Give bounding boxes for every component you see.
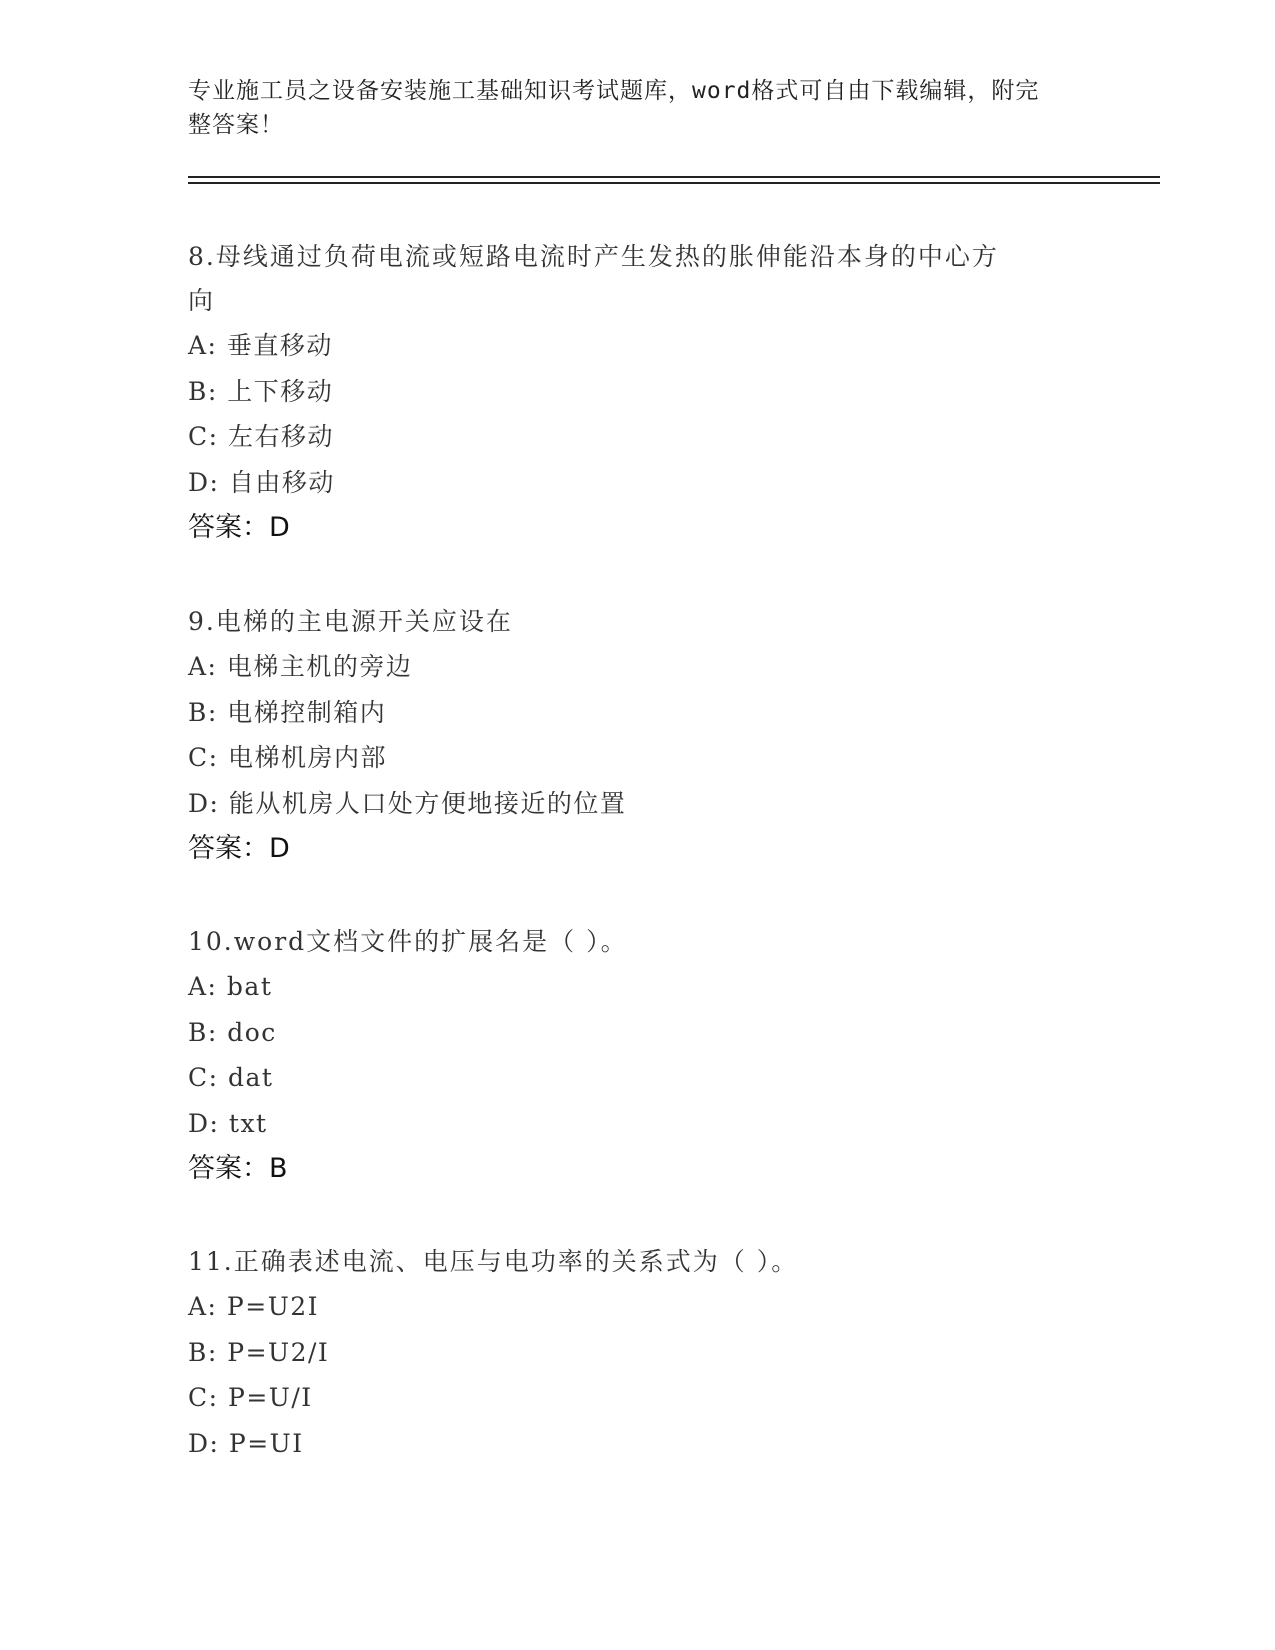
option-b: B: 电梯控制箱内 <box>188 697 387 727</box>
question-stem: 9.电梯的主电源开关应设在 <box>188 607 513 636</box>
option-d: D: txt <box>188 1108 268 1138</box>
option-d: D: 能从机房人口处方便地接近的位置 <box>188 788 627 818</box>
option-d: D: P=UI <box>188 1428 304 1458</box>
question-stem-continued: 向 <box>188 286 216 315</box>
question-stem: 10.word文档文件的扩展名是（ ）。 <box>188 927 628 956</box>
header-line-2: 整答案！ <box>188 112 284 138</box>
header-divider-bottom <box>188 182 1160 184</box>
option-c: C: dat <box>188 1063 274 1092</box>
header-divider-top <box>188 176 1160 178</box>
question-11 <box>188 1240 1088 1466</box>
option-c: C: P=U/I <box>188 1383 313 1412</box>
question-8 <box>188 235 1088 551</box>
option-a: A: P=U2I <box>188 1292 320 1321</box>
question-9 <box>188 600 1088 872</box>
option-a: A: 电梯主机的旁边 <box>188 652 413 681</box>
answer-line: 答案：B <box>188 1153 288 1184</box>
option-c: C: 左右移动 <box>188 422 334 451</box>
question-stem: 8.母线通过负荷电流或短路电流时产生发热的胀伸能沿本身的中心方 <box>188 242 999 271</box>
option-b: B: 上下移动 <box>188 376 334 406</box>
option-b: B: P=U2/I <box>188 1337 330 1367</box>
option-d: D: 自由移动 <box>188 467 335 497</box>
document-header <box>188 74 1088 142</box>
option-a: A: 垂直移动 <box>188 331 333 360</box>
answer-line: 答案：D <box>188 833 290 864</box>
option-c: C: 电梯机房内部 <box>188 743 387 772</box>
option-b: B: doc <box>188 1017 277 1047</box>
option-a: A: bat <box>188 972 273 1001</box>
question-stem: 11.正确表述电流、电压与电功率的关系式为（ ）。 <box>188 1247 799 1276</box>
question-10 <box>188 920 1088 1192</box>
header-line-1: 专业施工员之设备安装施工基础知识考试题库，word格式可自由下载编辑，附完 <box>188 78 1040 104</box>
answer-line: 答案：D <box>188 512 290 543</box>
